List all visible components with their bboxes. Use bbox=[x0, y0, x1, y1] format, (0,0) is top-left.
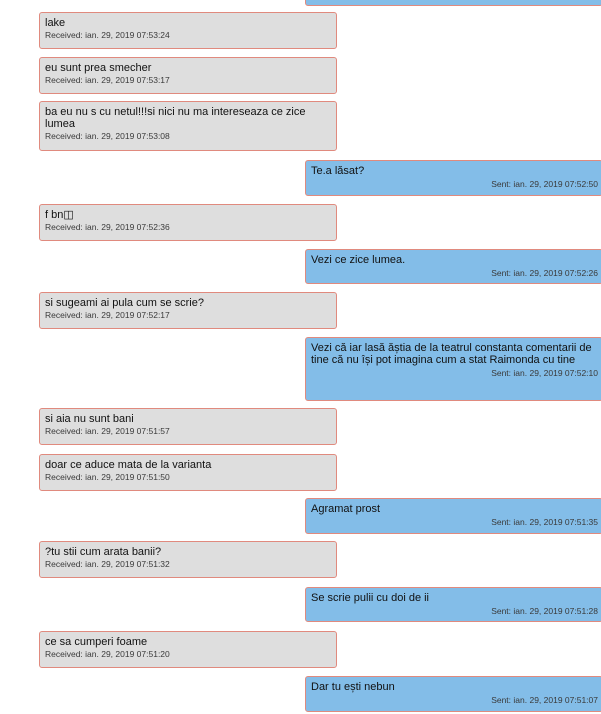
message-timestamp: Received: ian. 29, 2019 07:51:57 bbox=[45, 426, 170, 436]
message-timestamp: Sent: ian. 29, 2019 07:52:26 bbox=[491, 268, 598, 278]
message-bubble-received[interactable] bbox=[39, 57, 337, 94]
message-bubble-received[interactable] bbox=[39, 541, 337, 578]
message-bubble-received[interactable] bbox=[39, 631, 337, 668]
message-timestamp: Received: ian. 29, 2019 07:51:32 bbox=[45, 559, 170, 569]
message-timestamp: Sent: ian. 29, 2019 07:51:28 bbox=[491, 606, 598, 616]
message-text: f bn◫ bbox=[45, 209, 74, 221]
message-text: Te.a lăsat? bbox=[311, 165, 365, 177]
message-bubble-received[interactable] bbox=[39, 101, 337, 151]
message-timestamp: Received: ian. 29, 2019 07:52:36 bbox=[45, 222, 170, 232]
message-bubble-received[interactable] bbox=[39, 12, 337, 49]
message-timestamp: Received: ian. 29, 2019 07:53:24 bbox=[45, 30, 170, 40]
message-text: ba eu nu s cu netul!!!si nici nu ma intereseaza ce zice lumea bbox=[45, 106, 309, 130]
message-text: Vezi că iar lasă ăștia de la teatrul constanta comentarii de tine că nu își pot imagina cum a stat Raimonda cu tine bbox=[311, 342, 595, 366]
message-text: doar ce aduce mata de la varianta bbox=[45, 459, 212, 471]
message-timestamp: Received: ian. 29, 2019 07:53:08 bbox=[45, 131, 170, 141]
message-text: Vezi ce zice lumea. bbox=[311, 254, 406, 266]
message-timestamp: Sent: ian. 29, 2019 07:52:50 bbox=[491, 179, 598, 189]
message-text: ?tu stii cum arata banii? bbox=[45, 546, 162, 558]
message-text: eu sunt prea smecher bbox=[45, 62, 152, 74]
message-bubble-sent[interactable] bbox=[305, 337, 601, 401]
message-text: lake bbox=[45, 17, 66, 29]
message-timestamp: Sent: ian. 29, 2019 07:52:10 bbox=[491, 368, 598, 378]
message-timestamp: Received: ian. 29, 2019 07:51:20 bbox=[45, 649, 170, 659]
message-text: Dar tu ești nebun bbox=[311, 681, 395, 693]
message-text: Agramat prost bbox=[311, 503, 381, 515]
message-bubble-sent[interactable] bbox=[305, 676, 601, 712]
message-bubble-received[interactable] bbox=[39, 454, 337, 491]
message-bubble-sent[interactable] bbox=[305, 249, 601, 284]
message-bubble-sent[interactable] bbox=[305, 0, 601, 6]
message-bubble-sent[interactable] bbox=[305, 587, 601, 622]
message-bubble-received[interactable] bbox=[39, 408, 337, 445]
message-text: Se scrie pulii cu doi de ii bbox=[311, 592, 430, 604]
message-timestamp: Received: ian. 29, 2019 07:53:17 bbox=[45, 75, 170, 85]
message-bubble-sent[interactable] bbox=[305, 498, 601, 534]
message-text: si sugeami ai pula cum se scrie? bbox=[45, 297, 204, 309]
message-timestamp: Received: ian. 29, 2019 07:52:17 bbox=[45, 310, 170, 320]
message-bubble-received[interactable] bbox=[39, 204, 337, 241]
message-timestamp: Sent: ian. 29, 2019 07:51:35 bbox=[491, 517, 598, 527]
message-text: si aia nu sunt bani bbox=[45, 413, 134, 425]
message-bubble-received[interactable] bbox=[39, 292, 337, 329]
message-timestamp: Sent: ian. 29, 2019 07:51:07 bbox=[491, 695, 598, 705]
message-bubble-sent[interactable] bbox=[305, 160, 601, 196]
message-timestamp: Received: ian. 29, 2019 07:51:50 bbox=[45, 472, 170, 482]
message-text: ce sa cumperi foame bbox=[45, 636, 148, 648]
